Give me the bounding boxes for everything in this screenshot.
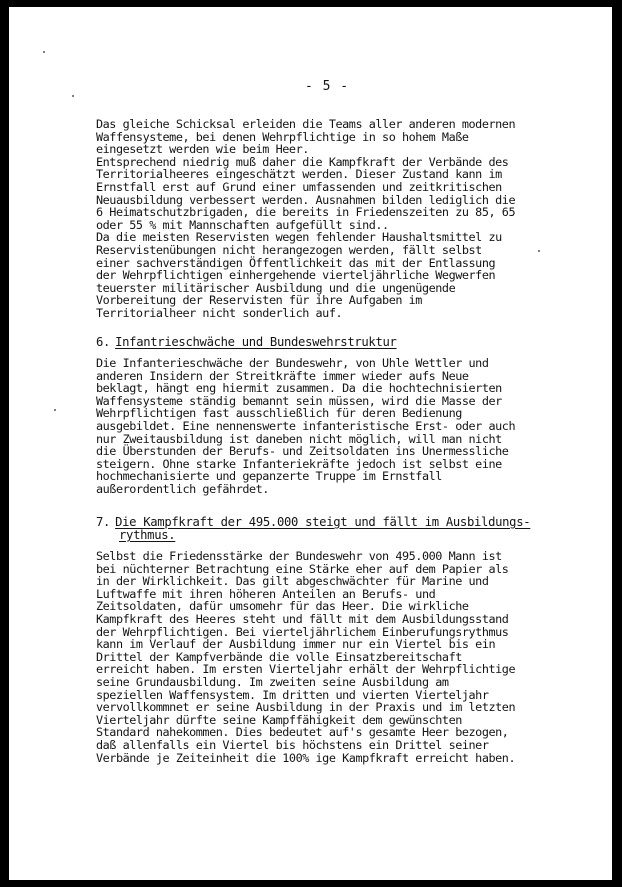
text-line: Vierteljahr dürfte seine Kampffähigkeit dem gewünschten: [96, 712, 462, 727]
text-line: Luftwaffe mit ihren höheren Anteilen an Berufs- und: [96, 586, 436, 601]
text-line: kann im Verlauf der Ausbildung immer nur ein Viertel bis ein: [96, 637, 496, 652]
text-line: Kampfkraft des Heeres steht und fällt mit dem Ausbildungsstand: [96, 611, 509, 626]
text-line: oder 55 % mit Mannschaften aufgefüllt sind..: [96, 217, 389, 232]
text-line: seine Grundausbildung. Im zweiten seine Ausbildung am: [96, 674, 449, 689]
text-line: Neuausbildung verbessert werden. Ausnahmen bilden lediglich die: [96, 192, 516, 207]
section-7-body: [96, 550, 515, 764]
paragraph-intro: [96, 118, 515, 320]
text-line: in der Wirklichkeit. Das gilt abgeschwächter für Marine und: [96, 574, 489, 589]
scan-speck: [72, 95, 74, 97]
document-page: [9, 7, 612, 880]
text-line: Selbst die Friedensstärke der Bundeswehr von 495.000 Mann ist: [96, 549, 502, 563]
text-line: daß allenfalls ein Viertel bis höchstens ein Drittel seiner: [96, 737, 489, 752]
text-line: hochmechanisierte und gepanzerte Truppe im Ernstfall: [96, 469, 442, 484]
page-number: - 5 -: [305, 79, 350, 94]
text-line: Territorialheer nicht sonderlich auf.: [96, 305, 343, 320]
text-line: Waffensysteme, bei denen Wehrpflichtige in so hohem Maße: [96, 129, 469, 144]
text-line: 6 Heimatschutzbrigaden, die bereits in Friedenszeiten zu 85, 65: [96, 205, 516, 220]
section-6-number: 6.: [96, 335, 111, 349]
text-line: ausgebildet. Eine nennenswerte infanteristische Erst- oder auch: [96, 418, 516, 433]
scan-speck: [43, 51, 45, 53]
text-line: erreicht haben. Im ersten Vierteljahr erhält der Wehrpflichtige: [96, 662, 516, 677]
text-line: speziellen Waffensystem. Im dritten und vierten Vierteljahr: [96, 687, 489, 702]
text-line: Wehrpflichtigen fast ausschließlich für deren Bedienung: [96, 406, 462, 421]
scan-speck: [538, 250, 540, 252]
text-line: anderen Insidern der Streitkräfte immer wieder aufs Neue: [96, 368, 469, 383]
text-line: Die Infanterieschwäche der Bundeswehr, von Uhle Wettler und: [96, 356, 489, 370]
text-line: steigern. Ohne starke Infanteriekräfte jedoch ist selbst eine: [96, 456, 502, 471]
text-line: Zeitsoldaten, dafür umsomehr für das Heer. Die wirkliche: [96, 599, 469, 614]
text-line: Das gleiche Schicksal erleiden die Teams aller anderen modernen: [96, 117, 516, 131]
section-6-body: [96, 357, 515, 496]
text-line: Waffensysteme ständig bemannt sein müssen, wird die Masse der: [96, 393, 502, 408]
text-line: Verbände je Zeiteinheit die 100% ige Kampfkraft erreicht haben.: [96, 750, 516, 765]
text-line: der Wehrpflichtigen. Bei vierteljährlichem Einberufungsrythmus: [96, 624, 509, 639]
section-6-title: Infantrieschwäche und Bundeswehrstruktur: [115, 335, 397, 349]
text-line: Da die meisten Reservisten wegen fehlender Haushaltsmittel zu: [96, 230, 502, 245]
text-line: bei nüchterner Betrachtung eine Stärke eher auf dem Papier als: [96, 561, 509, 576]
text-line: Drittel der Kampfverbände die volle Einsatzbereitschaft: [96, 649, 462, 664]
text-line: Standard nahekommen. Dies bedeutet auf's gesamte Heer bezogen,: [96, 725, 509, 740]
text-line: Entsprechend niedrig muß daher die Kampfkraft der Verbände des: [96, 154, 509, 169]
text-line: Ernstfall erst auf Grund einer umfassenden und zeitkritischen: [96, 179, 502, 194]
text-line: eingesetzt werden wie beim Heer.: [96, 142, 309, 157]
text-line: außerordentlich gefährdet.: [96, 481, 269, 496]
text-line: einer sachverständigen Öffentlichkeit das mit der Entlassung: [96, 255, 496, 270]
section-6-heading: [96, 336, 397, 349]
text-line: beklagt, hängt eng hiermit zusammen. Da die hochtechnisierten: [96, 381, 502, 396]
section-7-title-line-2: rythmus.: [119, 528, 176, 542]
text-line: vervollkommnet er seine Ausbildung in der Praxis und im letzten: [96, 700, 516, 715]
text-line: Vorbereitung der Reservisten für ihre Aufgaben im: [96, 293, 422, 308]
scan-speck: [54, 409, 56, 411]
section-7-number: 7.: [96, 515, 111, 529]
section-7-heading-cont: [119, 529, 175, 542]
text-line: nur Zweitausbildung ist daneben nicht möglich, will man nicht: [96, 431, 502, 446]
section-7-title-line-1: Die Kampfkraft der 495.000 steigt und fällt im Ausbildungs-: [115, 515, 531, 529]
text-line: teuerster militärischer Ausbildung und die ungenügende: [96, 280, 456, 295]
text-line: die Überstunden der Berufs- und Zeitsoldaten ins Unermessliche: [96, 444, 509, 459]
text-line: Territorialheeres eingeschätzt werden. Dieser Zustand kann im: [96, 167, 502, 182]
text-line: der Wehrpflichtigen einhergehende vierteljährliche Wegwerfen: [96, 268, 496, 283]
text-line: Reservistenübungen nicht herangezogen werden, fällt selbst: [96, 242, 482, 257]
